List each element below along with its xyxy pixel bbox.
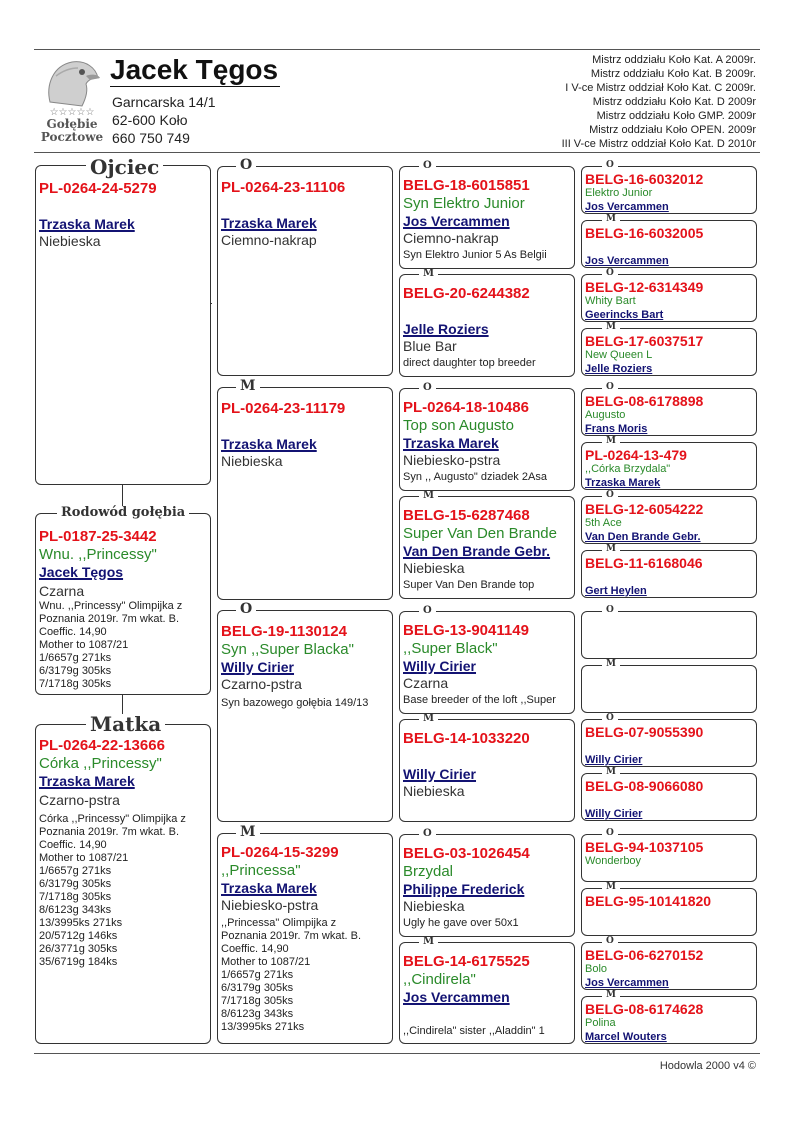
gen4-ring: BELG-08-6174628 xyxy=(585,1001,704,1017)
sire-label: O xyxy=(602,161,618,170)
sire-label: O xyxy=(602,714,618,723)
gen4-name: Bolo xyxy=(585,963,608,975)
gen4-card[interactable] xyxy=(581,888,757,936)
achievement-line: Mistrz oddziału Koło Kat. D 2009r xyxy=(592,96,756,108)
gen4-ring: BELG-08-6178898 xyxy=(585,393,704,409)
gen4-card[interactable] xyxy=(581,942,757,990)
gen4-ring: BELG-16-6032012 xyxy=(585,171,704,187)
gen3-ring: BELG-20-6244382 xyxy=(403,285,530,302)
gen3-notes: Base breeder of the loft ,,Super xyxy=(403,694,556,706)
gen3-notes: Syn ,, Augusto" dziadek 2Asa xyxy=(403,471,547,483)
subject-color: Czarna xyxy=(39,583,85,599)
gen4-breeder[interactable]: Trzaska Marek xyxy=(585,477,661,489)
gen3-color: Niebiesko-pstra xyxy=(403,452,501,468)
achievement-line: III V-ce Mistrz oddział Koło Kat. D 2010r xyxy=(561,138,756,150)
gen3-ring: BELG-14-1033220 xyxy=(403,730,530,747)
gen4-name: Wonderboy xyxy=(585,855,642,867)
gen3-name: ,,Super Black" xyxy=(403,640,498,657)
gen2-color: Czarno-pstra xyxy=(221,676,302,692)
sire-label: O xyxy=(419,383,436,393)
dam-label: M xyxy=(419,269,438,279)
gen4-card[interactable] xyxy=(581,220,757,268)
mother-color: Czarno-pstra xyxy=(39,792,120,808)
gen3-notes: direct daughter top breeder xyxy=(403,357,536,369)
gen4-card[interactable] xyxy=(581,166,757,214)
mother-breeder[interactable]: Trzaska Marek xyxy=(39,773,135,789)
achievement-line: Mistrz oddziału Koło Kat. A 2009r. xyxy=(592,54,756,66)
gen3-breeder[interactable]: Philippe Frederick xyxy=(403,881,525,897)
gen4-breeder[interactable]: Jos Vercammen xyxy=(585,201,669,213)
pigeon-head-icon xyxy=(42,56,102,108)
top-rule xyxy=(34,49,760,50)
gen3-ring: PL-0264-18-10486 xyxy=(403,399,529,416)
dam-label: M xyxy=(602,323,620,332)
gen3-name: ,,Cindirela" xyxy=(403,971,476,988)
connector xyxy=(211,303,212,304)
gen3-card[interactable] xyxy=(399,611,575,714)
gen4-card-empty[interactable] xyxy=(581,665,757,713)
gen4-ring: BELG-94-1037105 xyxy=(585,839,704,855)
gen2-card[interactable] xyxy=(217,610,393,822)
logo-text: Gołębie Pocztowe xyxy=(40,117,104,144)
gen4-breeder[interactable]: Jelle Roziers xyxy=(585,363,653,375)
gen4-ring: BELG-16-6032005 xyxy=(585,225,704,241)
gen4-ring: BELG-12-6054222 xyxy=(585,501,704,517)
gen4-name xyxy=(585,794,753,807)
mother-card[interactable] xyxy=(35,724,211,1044)
father-card[interactable] xyxy=(35,165,211,485)
gen4-breeder[interactable]: Geerincks Bart xyxy=(585,309,664,321)
gen3-ring: BELG-18-6015851 xyxy=(403,177,530,194)
gen3-notes: ,,Cindirela" sister ,,Aladdin" 1 xyxy=(403,1025,545,1037)
achievements xyxy=(562,53,756,151)
gen3-color: Czarna xyxy=(403,675,449,691)
gen4-ring: BELG-12-6314349 xyxy=(585,279,704,295)
logo xyxy=(38,56,106,148)
sire-label: O xyxy=(602,269,618,278)
sire-label: O xyxy=(419,606,436,616)
owner-city: 62-600 Koło xyxy=(112,112,188,128)
gen4-card[interactable] xyxy=(581,274,757,322)
gen4-breeder[interactable]: Willy Cirier xyxy=(585,808,643,820)
gen3-notes: Ugly he gave over 50x1 xyxy=(403,917,519,929)
dam-label: M xyxy=(602,660,620,669)
dam-label: M xyxy=(236,379,260,393)
gen4-name: Whity Bart xyxy=(585,295,636,307)
gen3-name: Top son Augusto xyxy=(403,417,514,434)
gen2-breeder[interactable]: Trzaska Marek xyxy=(221,880,317,896)
gen2-breeder[interactable]: Trzaska Marek xyxy=(221,436,317,452)
dam-label: M xyxy=(419,714,438,724)
owner-street: Garncarska 14/1 xyxy=(112,94,216,110)
footer-rule xyxy=(34,1053,760,1054)
gen2-card[interactable] xyxy=(217,166,393,376)
gen3-card[interactable] xyxy=(399,388,575,491)
gen3-name: Super Van Den Brande xyxy=(403,525,557,542)
gen2-ring: PL-0264-23-11179 xyxy=(221,400,346,417)
gen4-card[interactable] xyxy=(581,996,757,1044)
gen4-name: Elektro Junior xyxy=(585,187,653,199)
gen3-ring: BELG-13-9041149 xyxy=(403,622,529,639)
dam-label: M xyxy=(419,491,438,501)
gen3-breeder[interactable]: Van Den Brande Gebr. xyxy=(403,543,551,559)
owner-phone: 660 750 749 xyxy=(112,130,190,146)
gen2-ring: PL-0264-23-11106 xyxy=(221,179,346,196)
sire-label: O xyxy=(419,161,436,171)
gen3-color: Niebieska xyxy=(403,560,465,576)
mother-ring: PL-0264-22-13666 xyxy=(39,737,165,754)
gen4-breeder[interactable]: Willy Cirier xyxy=(585,754,643,766)
sire-label: O xyxy=(602,606,618,615)
gen3-breeder[interactable]: Jos Vercammen xyxy=(403,213,510,229)
footer-text: Hodowla 2000 v4 © xyxy=(659,1060,756,1072)
gen4-card[interactable] xyxy=(581,773,757,821)
gen4-breeder[interactable]: Gert Heylen xyxy=(585,585,647,597)
gen4-card[interactable] xyxy=(581,834,757,882)
gen3-breeder[interactable]: Jos Vercammen xyxy=(403,989,510,1005)
gen2-color: Ciemno-nakrap xyxy=(221,232,317,248)
gen2-card[interactable] xyxy=(217,387,393,600)
gen4-name: 5th Ace xyxy=(585,517,622,529)
connector xyxy=(122,485,123,507)
gen3-name: Brzydal xyxy=(403,863,454,880)
gen2-name: ,,Princessa" xyxy=(221,862,301,879)
gen3-ring: BELG-03-1026454 xyxy=(403,845,530,862)
gen3-color: Niebieska xyxy=(403,783,465,799)
gen3-breeder[interactable]: Jelle Roziers xyxy=(403,321,489,337)
gen4-ring: BELG-07-9055390 xyxy=(585,724,704,740)
gen2-color: Niebieska xyxy=(221,453,283,469)
gen4-breeder[interactable]: Jos Vercammen xyxy=(585,255,669,267)
gen3-card[interactable] xyxy=(399,274,575,377)
gen2-name: Syn ,,Super Blacka" xyxy=(221,641,354,658)
achievement-line: Mistrz oddziału Koło GMP. 2009r xyxy=(596,110,756,122)
gen3-breeder[interactable]: Willy Cirier xyxy=(403,658,477,674)
gen4-breeder[interactable]: Marcel Wouters xyxy=(585,1031,667,1043)
father-color: Niebieska xyxy=(39,233,101,249)
subject-card[interactable] xyxy=(35,513,211,695)
father-label: Ojciec xyxy=(86,157,163,177)
mother-label: Matka xyxy=(86,714,165,734)
sire-label: O xyxy=(602,829,618,838)
gen4-name: New Queen L xyxy=(585,349,653,361)
gen3-card[interactable] xyxy=(399,834,575,937)
gen4-card[interactable] xyxy=(581,328,757,376)
gen3-notes: Syn Elektro Junior 5 As Belgii xyxy=(403,249,547,261)
gen4-card-empty[interactable] xyxy=(581,611,757,659)
gen4-card[interactable] xyxy=(581,719,757,767)
gen3-ring: BELG-14-6175525 xyxy=(403,953,530,970)
gen2-notes: Syn bazowego gołębia 149/13 xyxy=(221,697,369,709)
gen4-name xyxy=(585,740,753,753)
gen2-notes: ,,Princessa" Olimpijka z Poznania 2019r. 7m wkat. B. Coeffic. 14,90 Mother to 1087/21 1/6657g 271ks 6/3179g 305ks 7/1718g 305ks 8/6123g 343ks 13/3995ks 271ks xyxy=(221,917,362,1033)
achievement-line: I V-ce Mistrz oddział Koło Kat. C 2009r. xyxy=(565,82,756,94)
gen4-ring: BELG-95-10141820 xyxy=(585,893,712,909)
gen3-card[interactable] xyxy=(399,942,575,1044)
sire-label: O xyxy=(602,937,618,946)
owner-name: Jacek Tęgos xyxy=(110,54,279,85)
gen4-name xyxy=(585,241,753,254)
gen4-ring: BELG-08-9066080 xyxy=(585,778,704,794)
dam-label: M xyxy=(602,215,620,224)
gen4-card[interactable] xyxy=(581,496,757,544)
gen2-card[interactable] xyxy=(217,833,393,1044)
stars-icon: ☆☆☆☆☆ xyxy=(49,107,95,118)
gen3-color: Niebieska xyxy=(403,898,465,914)
gen3-name: Syn Elektro Junior xyxy=(403,195,525,212)
sire-label: O xyxy=(602,383,618,392)
gen3-notes: Super Van Den Brande top xyxy=(403,579,535,591)
dam-label: M xyxy=(602,437,620,446)
pedigree-label: Rodowód gołębia xyxy=(57,506,189,519)
gen2-breeder[interactable]: Trzaska Marek xyxy=(221,215,317,231)
gen4-name xyxy=(585,571,753,584)
gen3-card[interactable] xyxy=(399,496,575,599)
gen3-color: Ciemno-nakrap xyxy=(403,230,499,246)
gen4-ring: BELG-11-6168046 xyxy=(585,555,703,571)
gen4-card[interactable] xyxy=(581,442,757,490)
father-ring: PL-0264-24-5279 xyxy=(39,180,157,197)
gen4-name: ,,Córka Brzydala" xyxy=(585,463,671,475)
gen3-color: Blue Bar xyxy=(403,338,457,354)
gen4-name: Polina xyxy=(585,1017,616,1029)
sire-label: O xyxy=(236,158,256,172)
gen2-ring: PL-0264-15-3299 xyxy=(221,844,339,861)
gen4-breeder[interactable]: Frans Moris xyxy=(585,423,648,435)
achievement-line: Mistrz oddziału Koło OPEN. 2009r xyxy=(589,124,756,136)
gen4-breeder[interactable]: Van Den Brande Gebr. xyxy=(585,531,701,543)
gen3-card[interactable] xyxy=(399,719,575,822)
subject-ring: PL-0187-25-3442 xyxy=(39,528,157,545)
gen4-ring: BELG-06-6270152 xyxy=(585,947,704,963)
subject-name: Wnu. ,,Princessy" xyxy=(39,546,157,563)
gen4-ring: BELG-17-6037517 xyxy=(585,333,704,349)
gen2-color: Niebiesko-pstra xyxy=(221,897,319,913)
dam-label: M xyxy=(236,825,260,839)
gen4-card[interactable] xyxy=(581,388,757,436)
father-breeder[interactable]: Trzaska Marek xyxy=(39,216,135,232)
dam-label: M xyxy=(602,545,620,554)
subject-breeder[interactable]: Jacek Tęgos xyxy=(39,564,124,580)
subject-notes: Wnu. ,,Princessy" Olimpijka z Poznania 2019r. 7m wkat. B. Coeffic. 14,90 Mother to 1087/21 1/6657g 271ks 6/3179g 305ks 7/1718g 305ks xyxy=(39,600,183,690)
gen4-breeder[interactable]: Jos Vercammen xyxy=(585,977,669,989)
header-rule xyxy=(34,152,760,153)
sire-label: O xyxy=(236,602,256,616)
achievement-line: Mistrz oddziału Koło Kat. B 2009r. xyxy=(590,68,756,80)
gen2-ring: BELG-19-1130124 xyxy=(221,623,347,640)
dam-label: M xyxy=(602,768,620,777)
gen3-card[interactable] xyxy=(399,166,575,269)
gen3-breeder[interactable]: Willy Cirier xyxy=(403,766,477,782)
dam-label: M xyxy=(602,883,620,892)
dam-label: M xyxy=(602,991,620,1000)
gen2-breeder[interactable]: Willy Cirier xyxy=(221,659,295,675)
gen4-name: Augusto xyxy=(585,409,626,421)
gen4-card[interactable] xyxy=(581,550,757,598)
mother-notes: Córka ,,Princessy" Olimpijka z Poznania 2019r. 7m wkat. B. Coeffic. 14,90 Mother to 1087/21 1/6657g 271ks 6/3179g 305ks 7/1718g 305ks 8/6123g 343ks 13/3995ks 271ks 20/5712g 146ks 26/3771g 305ks 35/6719g 184ks xyxy=(39,813,186,968)
gen3-breeder[interactable]: Trzaska Marek xyxy=(403,435,499,451)
mother-name: Córka ,,Princessy" xyxy=(39,755,162,772)
sire-label: O xyxy=(602,491,618,500)
gen4-ring: PL-0264-13-479 xyxy=(585,447,687,463)
gen3-ring: BELG-15-6287468 xyxy=(403,507,530,524)
sire-label: O xyxy=(419,829,436,839)
dam-label: M xyxy=(419,937,438,947)
